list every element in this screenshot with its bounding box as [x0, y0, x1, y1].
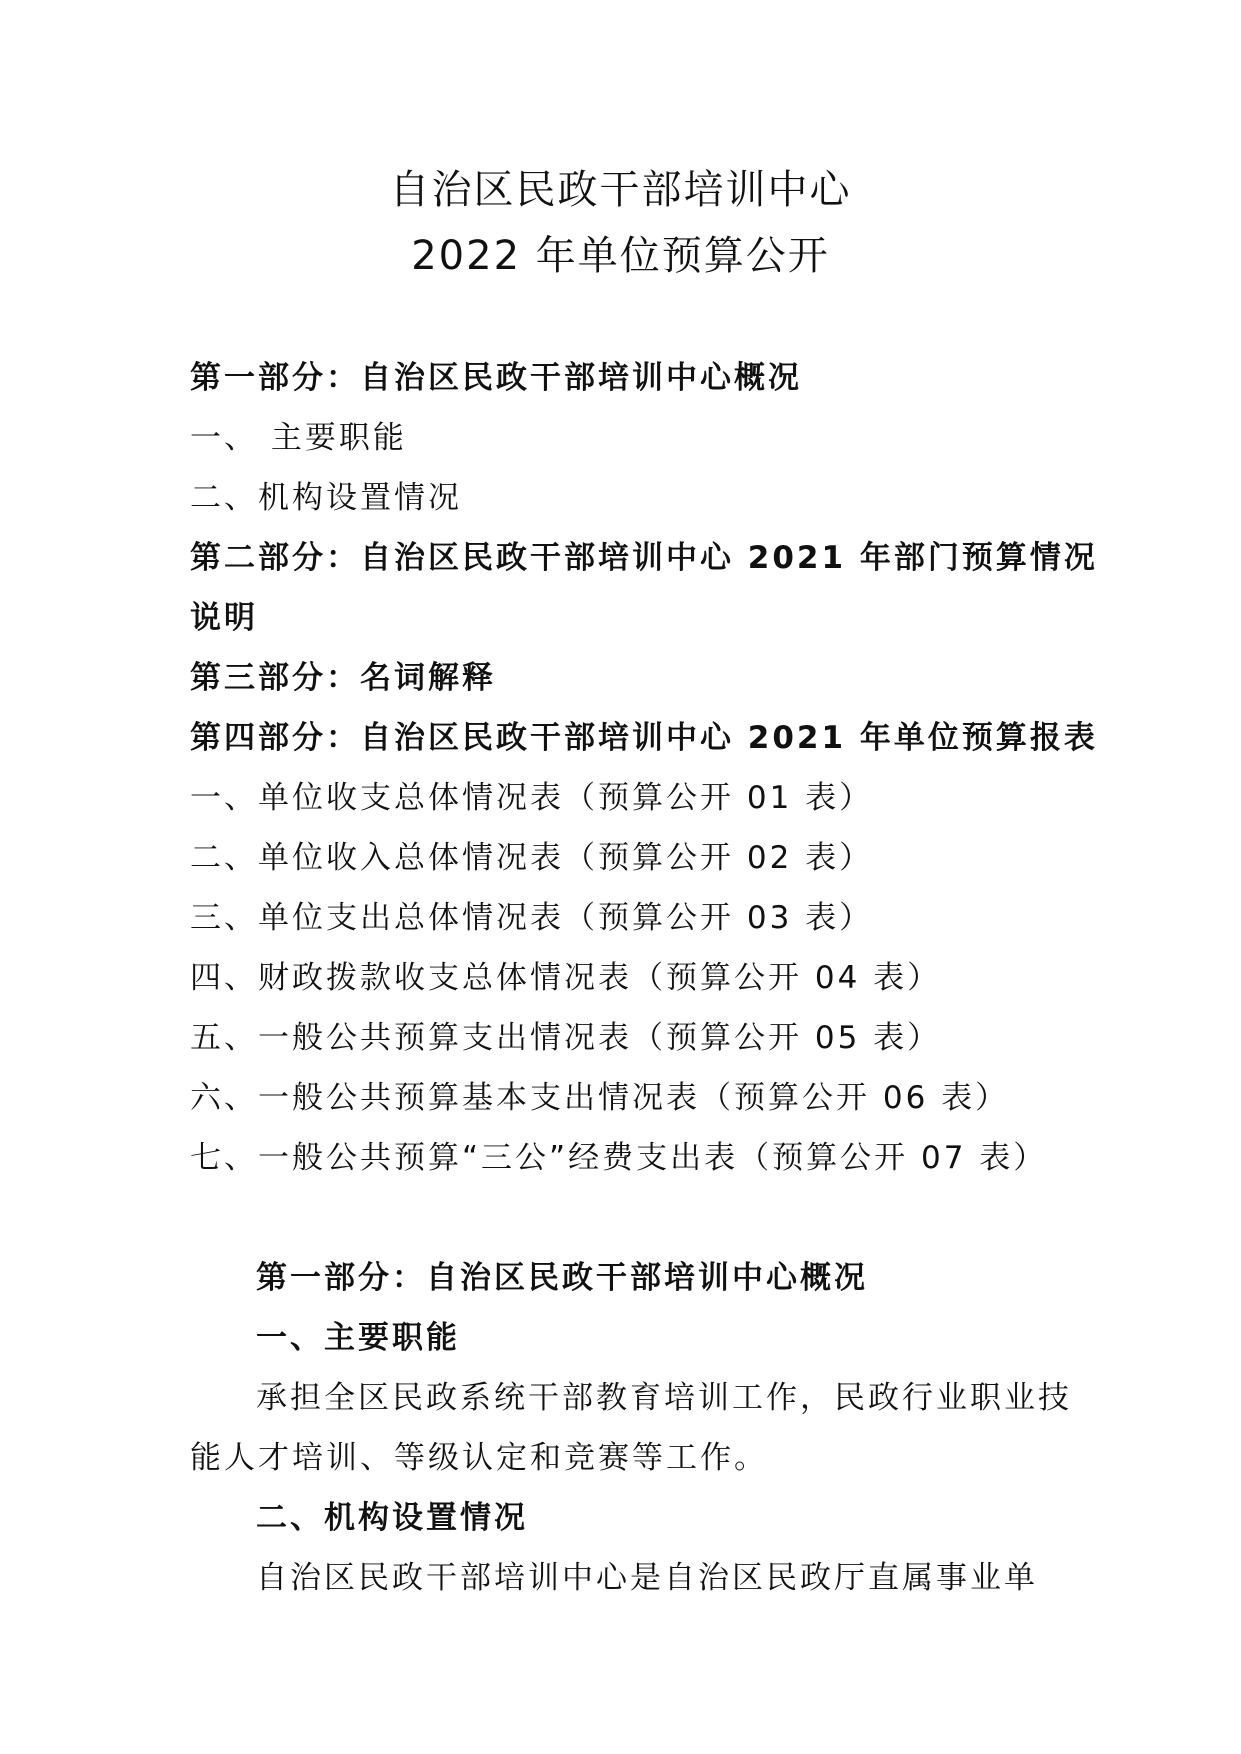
body-heading: 第一部分：自治区民政干部培训中心概况	[256, 1260, 868, 1296]
body-section1-text-line1: 承担全区民政系统干部教育培训工作，民政行业职业技	[256, 1380, 1072, 1416]
toc-part4-item-3: 三、单位支出总体情况表（预算公开 03 表）	[190, 900, 874, 936]
toc-part4-item-4: 四、财政拨款收支总体情况表（预算公开 04 表）	[190, 960, 942, 996]
body-section1-title: 一、主要职能	[256, 1320, 460, 1356]
toc-part4-item-7: 七、一般公共预算“三公”经费支出表（预算公开 07 表）	[190, 1140, 1048, 1176]
toc-part4-item-2: 二、单位收入总体情况表（预算公开 02 表）	[190, 840, 874, 876]
toc-part2-line2: 说明	[190, 600, 258, 636]
toc-part3: 第三部分：名词解释	[190, 660, 496, 696]
body-section2-text-line1: 自治区民政干部培训中心是自治区民政厅直属事业单	[256, 1560, 1038, 1596]
toc-part4-item-6: 六、一般公共预算基本支出情况表（预算公开 06 表）	[190, 1080, 1010, 1116]
toc-part4-item-5: 五、一般公共预算支出情况表（预算公开 05 表）	[190, 1020, 942, 1056]
body-section2-title: 二、机构设置情况	[256, 1500, 528, 1536]
body-section1-text-line2: 能人才培训、等级认定和竞赛等工作。	[190, 1440, 768, 1476]
toc-part1: 第一部分：自治区民政干部培训中心概况	[190, 360, 802, 396]
toc-part4-item-1: 一、单位收支总体情况表（预算公开 01 表）	[190, 780, 874, 816]
document-title-line2: 2022 年单位预算公开	[411, 233, 830, 279]
toc-part2-line1: 第二部分：自治区民政干部培训中心 2021 年部门预算情况	[190, 540, 1098, 576]
document-title-line1: 自治区民政干部培训中心	[389, 167, 852, 213]
toc-part1-item-1: 一、 主要职能	[190, 420, 407, 456]
toc-part4: 第四部分：自治区民政干部培训中心 2021 年单位预算报表	[190, 720, 1098, 756]
toc-part1-item-2: 二、机构设置情况	[190, 480, 462, 516]
